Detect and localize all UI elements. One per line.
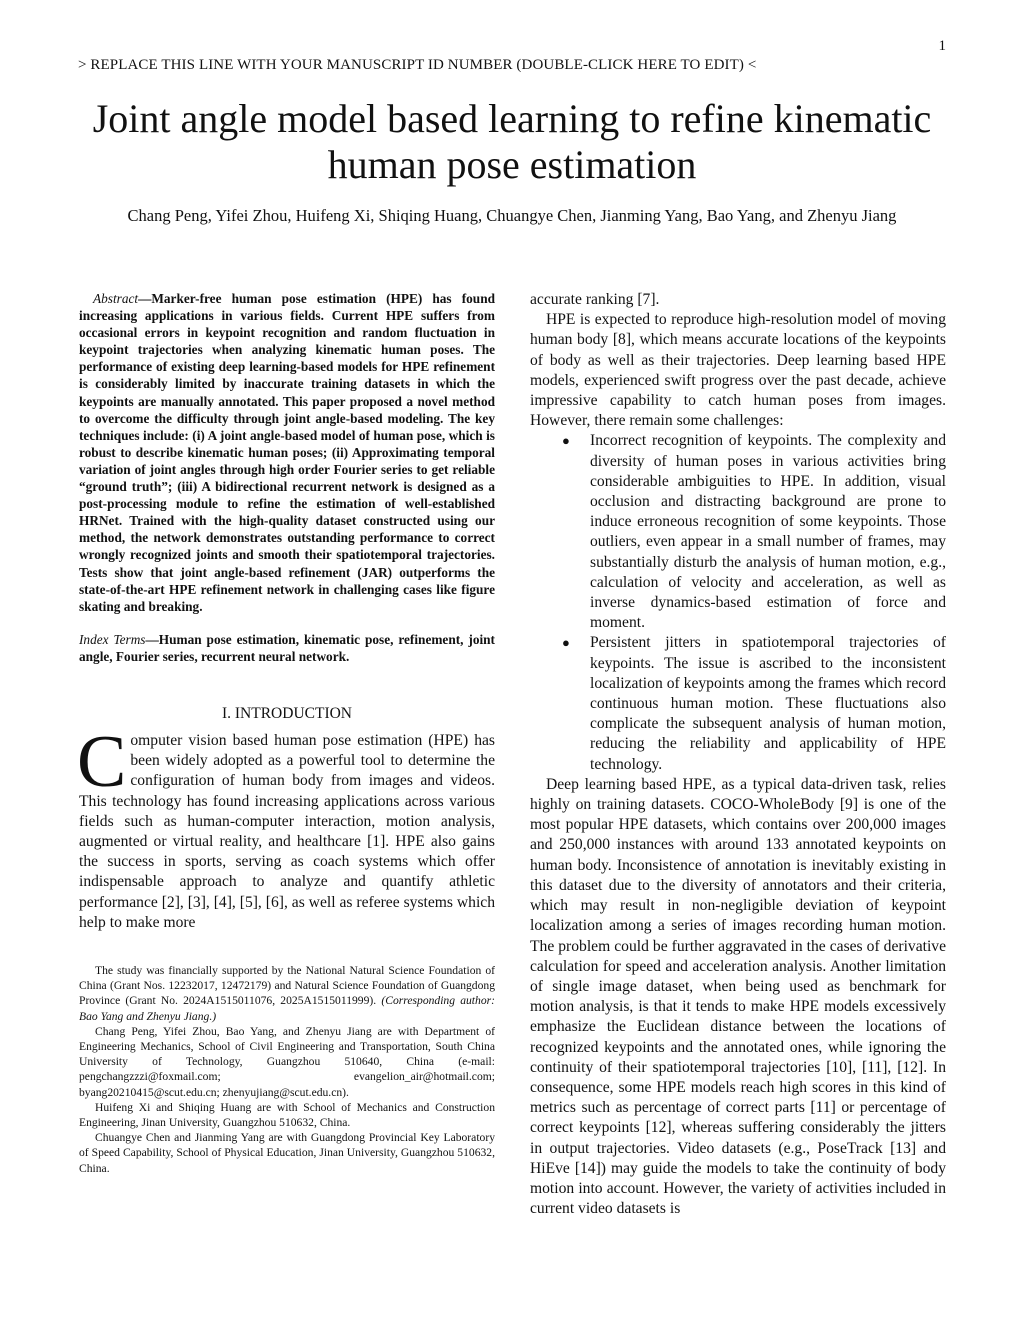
introduction-paragraph (77, 720, 495, 933)
paragraph-datasets: Deep learning based HPE, as a typical data-driven task, relies highly on training datasets. COCO-WholeBody [9] is one of the most popular HPE datasets, which contains over 200,000 images and 250,000 instances with around 133 annotated keypoints on human body. Inconsistence of annotation is inevitably existing in this dataset due to the diversity of annotators and their criteria, which may result in non-negligible deviation of keypoint localization among a series of images recording human motion. The problem could be further aggravated in the cases of derivative calculation for speed and acceleration analysis. Another limitation of single image dataset, when being used as benchmark for motion analysis, is that it tends to make HPE models excessively emphasize the Euclidean distance between the locations of recognized keypoints and the annotated ones, while ignoring the continuity of their spatiotemporal trajectories [10], [11], [12]. In consequence, some HPE models reach high scores in this kind of metrics such as percentage of correct parts [11] or percentage of correct keypoints [12], whereas suffering considerably the jitters in output trajectories. Video datasets (e.g., PoseTrack [13] and HiEve [14]) may guide the models to take the continuity of body motion into account. However, the variety of activities included in current video datasets is (530, 775, 946, 1218)
challenges-list (530, 431, 946, 774)
footnote-affiliation-2: Huifeng Xi and Shiqing Huang are with School of Mechanics and Construction Engineering, Jinan University, Guangzhou 510632, China. (79, 1100, 495, 1130)
manuscript-id-line: > REPLACE THIS LINE WITH YOUR MANUSCRIPT ID NUMBER (DOUBLE-CLICK HERE TO EDIT) < (78, 57, 757, 73)
list-item (530, 633, 946, 774)
abstract (79, 290, 495, 615)
left-column (79, 290, 495, 1176)
list-item (530, 431, 946, 633)
right-column (530, 290, 946, 1219)
paper-title: Joint angle model based learning to refine kinematic human pose estimation (92, 96, 932, 187)
list-item-text: Incorrect recognition of keypoints. The complexity and diversity of human poses in various activities bring considerable ambiguities to HPE. In addition, visual occlusion and distracting background are prone to induce erroneous recognition of some keypoints. Those outliers, even appear in a small number of frames, may substantially disturb the analysis of human motion, e.g., calculation of velocity and acceleration, as well as inverse dynamics-based estimation of force and moment. (590, 432, 946, 632)
footnote-affiliation-1: Chang Peng, Yifei Zhou, Bao Yang, and Zhenyu Jiang are with Department of Engineering Mechanics, School of Civil Engineering and Transportation, South China University of Technology, Guangzhou 510640, China (e-mail: pengchangzzzi@foxmail.com; evangelion_air@hotmail.com; byang20210415@scut.edu.cn; zhenyujiang@scut.edu.cn). (79, 1024, 495, 1099)
index-terms-lead: Index Terms (79, 631, 146, 647)
footnote-affiliation-3: Chuangye Chen and Jianming Yang are with Guangdong Provincial Key Laboratory of Speed Capability, School of Physical Education, Jinan University, Guangzhou 510632, China. (79, 1131, 495, 1175)
footnote-funding (79, 963, 495, 1024)
footnote-corresponding-author: (Corresponding author: Bao Yang and Zhenyu Jiang.) (79, 994, 495, 1023)
drop-cap: C (77, 720, 127, 803)
footnotes (79, 963, 495, 1176)
page-number: 1 (938, 38, 946, 54)
continuation-text: accurate ranking [7]. (530, 291, 660, 308)
list-item-text: Persistent jitters in spatiotemporal trajectories of keypoints. The issue is ascribed to the inconsistent localization of keypoints among the frames which record continuous human motion. These fluctuations also complicate the subsequent analysis of human motion, reducing the reliability and applicability of HPE technology. (590, 634, 946, 773)
paragraph-hpe-challenges: HPE is expected to reproduce high-resolution model of moving human body [8], which means accurate locations of the keypoints of body as well as their trajectories. Deep learning based HPE models, experienced swift progress over the past decade, achieve impressive capability to catch human poses from images. However, there remain some challenges: (530, 311, 946, 430)
bullet-icon: ● (562, 635, 570, 651)
index-terms-text: —Human pose estimation, kinematic pose, refinement, joint angle, Fourier series, recurrent neural network. (79, 631, 495, 664)
author-list: Chang Peng, Yifei Zhou, Huifeng Xi, Shiqing Huang, Chuangye Chen, Jianming Yang, Bao Yang, and Zhenyu Jiang (127, 206, 897, 225)
introduction-text: omputer vision based human pose estimation (HPE) has been widely adopted as a powerful tool to determine the configuration of human body from images and videos. This technology has found increasing applications across various fields such as human-computer interaction, motion analysis, augmented or virtual reality, and healthcare [1]. HPE also gains the success in sports, serving as coach systems which offer indispensable approach to analyze and quantify athletic performance [2], [3], [4], [5], [6], as well as referee systems which help to make more (79, 731, 495, 931)
index-terms (79, 631, 495, 665)
footnote-funding-text: The study was financially supported by the National Natural Science Foundation of China (Grant Nos. 12232017, 12472179) and Natural Science Foundation of Guangdong Province (Grant No. 2024A1515011076, 2025A1515011999). (79, 964, 495, 1008)
abstract-lead: Abstract (93, 291, 139, 306)
abstract-text: —Marker-free human pose estimation (HPE) has found increasing applications in various fields. Current HPE suffers from occasional errors in keypoint recognition and random fluctuation in keypoint trajectories when analyzing kinematic human poses. The performance of existing deep learning-based models for HPE refinement is considerably limited by inaccurate training datasets in which the keypoints are manually annotated. This paper proposed a novel method to overcome the difficulty through joint angle-based modeling. The key techniques include: (i) A joint angle-based model of human pose, which is robust to describe kinematic human poses; (ii) Approximating temporal variation of joint angles through high order Fourier series to get reliable “ground truth”; (iii) A bidirectional recurrent network is designed as a post-processing module to refine the estimation of well-established HRNet. Trained with the high-quality dataset constructed using our method, the network demonstrates outstanding performance to correct wrongly recognized joints and smooth their spatiotemporal trajectories. Tests show that joint angle-based refinement (JAR) outperforms the state-of-the-art HPE refinement network in challenging cases like figure skating and breaking. (79, 291, 495, 614)
bullet-icon: ● (562, 433, 570, 449)
section-heading-introduction: I. INTRODUCTION (221, 704, 352, 722)
